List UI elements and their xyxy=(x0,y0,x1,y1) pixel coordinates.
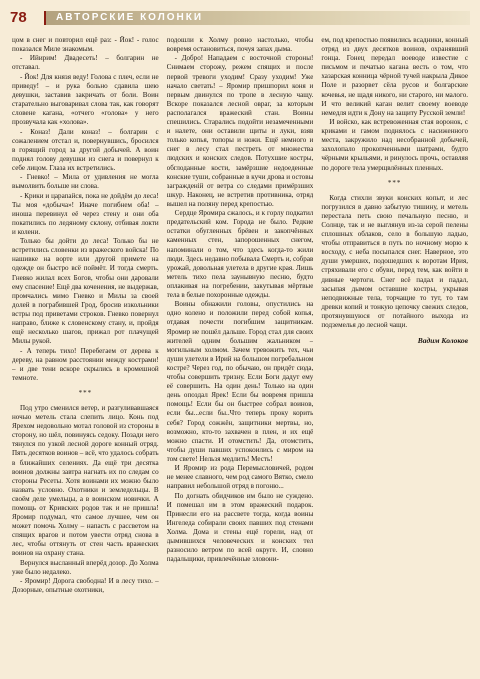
column-3 xyxy=(321,36,468,662)
paragraph: Когда стихли звуки конских копыт, и лес погрузился в давно забытую тишину, и метель перестала петь свою печальную песню, и Солнце, так и не выглянув из-за серой пелены сплошных облаков, село в большую ладью, чтобы отправиться в путь по ночному морю к восходу, с неба посыпался снег. Наверное, это души умерших, подошедших к воротам Ирия, стряхивали его с обуви, перед тем, как войти в дивные чертоги. Снег всё падал и падал, засыпая дымом оставшие костры, укрывая неподвижные тела, торчащие то тут, то там древки копий и тонкую цепочку свежих следов, протянувшуюся от потайного выхода из подземелья до лесной чащи. xyxy=(321,193,469,329)
section-title: АВТОРСКИЕ КОЛОНКИ xyxy=(56,12,204,23)
paragraph: Под утро сменился ветер, и разгуливавшаяся ночью метель стала слепить лицо. Конь под Ярехом недовольно мотал головой из стороны в сторону, но шёл, повинуясь седоку. Позади него тянулся по узкой лесной дороге конный отряд. Пять десятков воинов – всё, что удалось собрать в ближайших селениях. Да ещё три десятка воинов должны завтра нагнать их по следам со стороны Ресеты. Хотя воинами их можно было назвать условно. Охотники и земледельцы. В своём деле умельцы, а в воинском новички. А помощь от Кривских родов так и не пришла! Яромир подумал, что самое лучшее, чем он может помочь Холму – напасть с рассветом на спящих врагов и потом увести отряд снова в лес, чтобы оттянуть от стен часть вражеских воинов на охрану стана. xyxy=(12,403,159,558)
paragraph: И войско, как встревоженная стая воронок, с криками и гамом поднялось с насиженного места, закружило над несобранной добычей, захолопало прокопченными шатрами, будто чёрными крыльями, и ринулось прочь, оставляя по дороге тела умерщвлённых пленных. xyxy=(321,118,469,172)
paragraph: ем, под крепостью появились всадники, конный отряд из двух десятков воинов, охранявший гонца. Гонец передал воеводе известие с письмом и печатью кагана весть о том, что хазарская конница чёрной тучей накрыла Дикое Поле и разорвет сёла русов и болгарские кочевья, не щадя никого, ни старого, ни малого. И что великий каган велит своему воеводе немедля идти к Дону на защиту Русской земли! xyxy=(321,36,469,117)
paragraph: Сердце Яромира сжалось, и к горлу подкатил предательский ком. Города не было. Редкие остатки обугленных брёвен и закопчённых каменных стен, запорошенных снегом, напоминали о том, что здесь когда-то жили люди. Здесь недавно побывала Смерть и, собрав урожай, довольная улетела в другие края. Лишь метель тихо пела заунывную песню, будто оплакивая на погребении, закутывая мёртвые тела в белые похоронные одежды. xyxy=(166,209,314,299)
paragraph: подошли к Холму ровно настолько, чтобы вовремя остановиться, почуя запах дыма. xyxy=(166,36,314,54)
paragraph: Только бы дойти до леса! Только бы не встретились словенки из вражеского войска! По нашивке на ворте или другой примете на одежде он быстро всё поймёт. И тогда смерть. Гневко жилал всех Богов, чтобы они даровали ему спасение! Ещё два коченения, не выдержав, промчались мимо Гневко и Милы за своей долей в пограбившей Грод, бросив изкольники встры под приветами строков. Гневко повернул направо, ближе к словенскому стану, и, пройдя ещё несколько шагов, прижал рот плачущей Милы рукой. xyxy=(12,237,159,346)
column-2 xyxy=(167,36,314,662)
paragraph: - Яромир! Дорога свободна! И в лесу тихо. – Дозорные, опытные охотники, xyxy=(12,577,159,595)
paragraph: И Яромир из рода Перемысловичей, родом не менее славного, чем род самого Вятко, смело направил небольшой отряд в погоню... xyxy=(166,464,314,491)
paragraph: - Добро! Нападаем с восточной стороны! Снимаем сторожу, режем спящих и после первой тревоги уходим! Сразу уходим! Уже начало светать! – Яромир пришпорил коня и первым двинулся по тропе в лесную чащу. Вскоре показался лесной овраг, за которым располагался вражеский стан. Воины спешились. Старались подойти незамеченными и налете, они оставили щиты и луки, взяв только копья, топоры и ножи. Ещё немного и снег в лесу стал пестреть от множества людских и конских следов. Потухшие костры, обглоданные кости, замёрзшие недоеденные конские туши, собранные в кучи дрова и остовы загражденій от ветра со следами примёрзших шкур. Наконец, не встретив противника, отряд вышел на поляну перед крепостью. xyxy=(166,54,314,208)
paragraph: - Коназ! Дали коназ! – болгарин с сожалением отстал и, повернувшись, бросился в горящий город за другой добычей. А воин поднял голову девушки из снега и повернул к себе лицом. Глаза их встретились. xyxy=(12,127,159,172)
paragraph: Воины обнажили головы, опустились на одно колено и положили перед собой копья, отдавая почести погибшим защитникам. Яромир не пошёл дальше. Город стал для своих жителей одним большим жальником – могильным холмом. Зачем тревожить тех, чьи души улетели в Ирий на большом погребальном костре? Через год, по обычаю, он придёт сюда, чтобы совершить тризну. Если Боги дадут ему её совершить. На один день! Только на один день опоздал Ярек! Если бы вовремя пришла помощь! Если бы он быстрее собрал воинов, если бы...если бы..Что теперь проку корить себя? Город сожжён, защитники мертвы, но, возможно, кто-то захвачен в плен, и их ещё можно спасти. И отомстить! Да, отомстить, чтобы души павших успокоились с миром на том свете! Нельзя медлить! Месть! xyxy=(166,300,314,463)
paragraph: По догнать обидчиков им было не суждено. И помешал им в этом вражеский подарок. Принесли его на рассвете тогда, когда воины Ингеледа собирали своих павших под стенами Холма. Дома и стены ещё горели, над от дымившихся человеческих и конских тел разносило ветром по всей округе. И, словно падальщики, привлечённые зловони- xyxy=(166,491,314,564)
page-header xyxy=(10,8,470,28)
text-columns xyxy=(12,36,468,662)
paragraph: - Крики и царапайся, пока не дойдём до леса! Ты моя «добыча»! Иначе погибнем оба! – иноша перевинул её через стену и они оба покатились по ледяному склону, отбивая локти и колени. xyxy=(12,191,159,236)
column-1 xyxy=(12,36,159,662)
author-signature: Вадим Колоков xyxy=(417,336,469,346)
paragraph: - Ийирим! Двадесеть! – болгарин не отставал. xyxy=(12,54,159,72)
section-band xyxy=(44,11,470,25)
paragraph: цом в снег и повторил ещё раз: - Йок! - голос показался Миле знакомым. xyxy=(12,36,159,54)
paragraph: - Йок! Для князя веду! Голова с плеч, если не приведу! – и рука больно сдавила шею девушки, заставив закричать от боли. Воин старательно выговаривал слова так, как говорят словене кагана, «отчего «голова» у него прозвучала как «холова». xyxy=(12,72,159,127)
page-number: 78 xyxy=(10,9,27,26)
paragraph: - А теперь тихо! Перебегаем от дерева к дереву, на равном расстоянии между кострами! – и две тени вскоре скрылись в кромешной темноте. xyxy=(12,346,159,382)
section-separator: *** xyxy=(387,178,402,187)
paragraph: Вернулся высланный вперёд дозор. До Холма уже было недалеко. xyxy=(12,558,159,576)
paragraph: - Гневко! – Мила от удивления не могла вымолвить больше ни слова. xyxy=(12,173,159,191)
section-separator: *** xyxy=(78,388,93,397)
